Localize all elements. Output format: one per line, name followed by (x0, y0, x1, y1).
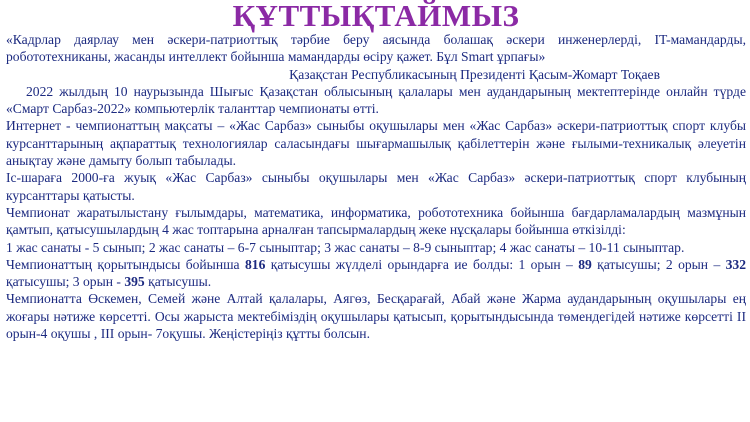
paragraph-subjects: Чемпионат жаратылыстану ғылымдары, математика, информатика, робототехника бойынша бағдарламалардың мазмұнын қамтып, қатысушылардың 4 жас топтарына арналған тапсырмалардың жеке нұсқалары бойынша өткізілді: (6, 204, 746, 238)
second-place-count: 332 (725, 256, 746, 272)
results-text: қатысушы; 3 орын - (6, 274, 125, 290)
paragraph-school-results: Чемпионатта Өскемен, Семей және Алтай қалалары, Аягөз, Бесқарағай, Абай және Жарма аудандарының оқушылары ең жоғары нәтиже көрсетті. Осы жарыста мектебіміздің оқушылары қатысып, қорытындысында төмендегідей нәтиже көрсетті ІІ орын-4 оқушы , ІІІ орын- 7оқушы. Жеңістеріңіз құтты болсын. (6, 291, 746, 342)
paragraph-event-date: 2022 жылдың 10 наурызында Шығыс Қазақстан облысының қалалары мен аудандарының мектептерінде онлайн түрде «Смарт Сарбаз-2022» компьютерлік таланттар чемпионаты өтті. (6, 83, 746, 117)
paragraph-goal: Интернет - чемпионаттың мақсаты – «Жас Сарбаз» сыныбы оқушылары мен «Жас Сарбаз» әскери-патриоттық спорт клубы курсанттарының ақпараттық технологиялар саласындағы шығармашылық қабілеттерін және ғылыми-техникалық әлеуетін анықтау және дамыту болып табылады. (6, 118, 746, 169)
results-text: қатысушы жүлделі орындарға ие болды: 1 орын – (265, 256, 579, 272)
results-text: Чемпионаттың қорытындысы бойынша (6, 256, 245, 272)
paragraph-results (6, 256, 746, 291)
results-text: қатысушы; 2 орын – (591, 256, 726, 272)
paragraph-age-categories: 1 жас санаты - 5 сынып; 2 жас санаты – 6-7 сыныптар; 3 жас санаты – 8-9 сыныптар; 4 жас санаты – 10-11 сыныптар. (6, 239, 685, 255)
first-place-count: 89 (578, 256, 592, 272)
quote-attribution: Қазақстан Республикасының Президенті Қасым-Жомарт Тоқаев (289, 66, 660, 82)
third-place-count: 395 (124, 274, 145, 290)
paragraph-participants: Іс-шараға 2000-ға жуық «Жас Сарбаз» сыныбы оқушылары мен «Жас Сарбаз» әскери-патриоттық спорт клубының курсанттары қатысты. (6, 170, 746, 203)
results-text: қатысушы. (144, 274, 212, 290)
president-quote: «Кадрлар даярлау мен әскери-патриоттық тәрбие беру аясында болашақ әскери инженерлерді, IT-мамандарды, робототехниканы, жасанды интеллект бойынша мамандарды өсіру қажет. Бұл Smart ұрпағы» (6, 32, 746, 65)
results-total-count: 816 (244, 256, 266, 272)
page-title: ҚҰТТЫҚТАЙМЫЗ (232, 0, 520, 33)
